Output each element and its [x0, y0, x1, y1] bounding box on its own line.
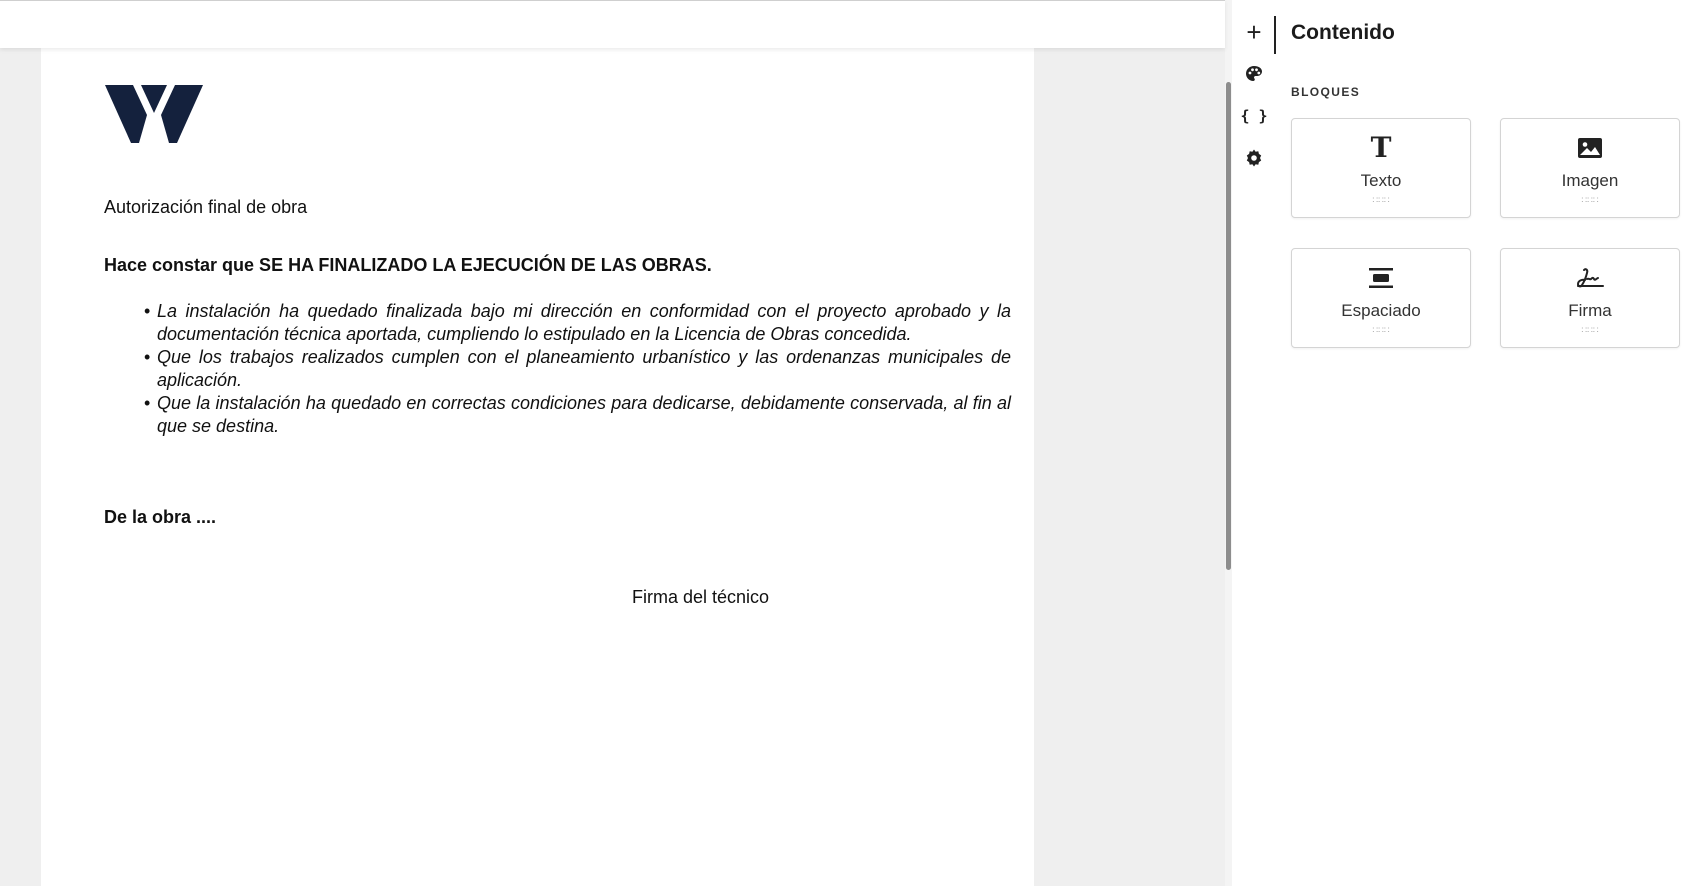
content-panel: [1277, 0, 1694, 886]
list-item: [145, 346, 1011, 392]
palette-icon: [1245, 65, 1263, 83]
block-label: Espaciado: [1341, 301, 1421, 320]
drag-handle-icon[interactable]: ∷∷∷: [1372, 325, 1390, 335]
drag-handle-icon[interactable]: ∷∷∷: [1372, 195, 1390, 205]
braces-icon: { }: [1240, 107, 1268, 125]
block-label: Texto: [1360, 171, 1402, 190]
settings-button[interactable]: [1240, 144, 1268, 172]
list-item-text: Que los trabajos realizados cumplen con el planeamiento urbanístico y las ordenanzas municipales de aplicación.: [157, 347, 1011, 390]
styles-button[interactable]: [1240, 60, 1268, 88]
list-item: [145, 300, 1011, 346]
block-imagen[interactable]: [1500, 118, 1680, 218]
block-espaciado[interactable]: [1291, 248, 1471, 348]
document-bullet-list[interactable]: [145, 300, 1011, 438]
obra-line[interactable]: De la obra ....: [104, 507, 217, 527]
drag-handle-icon[interactable]: ∷∷∷: [1581, 195, 1599, 205]
block-texto[interactable]: [1291, 118, 1471, 218]
code-button[interactable]: [1240, 102, 1268, 130]
blocks-section-label: BLOQUES: [1291, 85, 1361, 99]
document-heading[interactable]: Hace constar que SE HA FINALIZADO LA EJECUCIÓN DE LAS OBRAS.: [104, 255, 712, 275]
spacing-icon: [1368, 267, 1394, 289]
bullet-marker: •: [144, 393, 151, 413]
company-logo: [105, 85, 203, 143]
active-tab-indicator: [1274, 16, 1276, 54]
signature-icon: [1575, 267, 1605, 289]
signature-caption[interactable]: Firma del técnico: [632, 587, 770, 607]
document-page[interactable]: [41, 47, 1034, 886]
image-icon: [1577, 137, 1603, 159]
text-icon: T: [1370, 131, 1392, 164]
list-item-text: La instalación ha quedado finalizada bajo mi dirección en conformidad con el proyecto aprobado y la documentación técnica aportada, cumpliendo lo estipulado en la Licencia de Obras concedida.: [157, 301, 1011, 344]
bullet-marker: •: [144, 347, 151, 367]
bullet-marker: •: [144, 301, 151, 321]
block-firma[interactable]: [1500, 248, 1680, 348]
document-title[interactable]: Autorización final de obra: [104, 197, 308, 217]
canvas-scrollbar-thumb[interactable]: [1226, 82, 1231, 570]
plus-icon: +: [1246, 17, 1262, 47]
block-label: Firma: [1568, 301, 1612, 320]
drag-handle-icon[interactable]: ∷∷∷: [1581, 325, 1599, 335]
panel-title: Contenido: [1291, 21, 1395, 44]
gear-icon: [1245, 149, 1263, 167]
list-item-text: Que la instalación ha quedado en correctas condiciones para dedicarse, debidamente conservada, al fin al que se destina.: [157, 393, 1011, 436]
add-content-button[interactable]: [1240, 18, 1268, 46]
editor-canvas: [0, 47, 1225, 886]
block-label: Imagen: [1561, 171, 1619, 190]
top-toolbar: [0, 0, 1225, 48]
list-item: [145, 392, 1011, 438]
side-icon-rail: [1232, 0, 1278, 886]
